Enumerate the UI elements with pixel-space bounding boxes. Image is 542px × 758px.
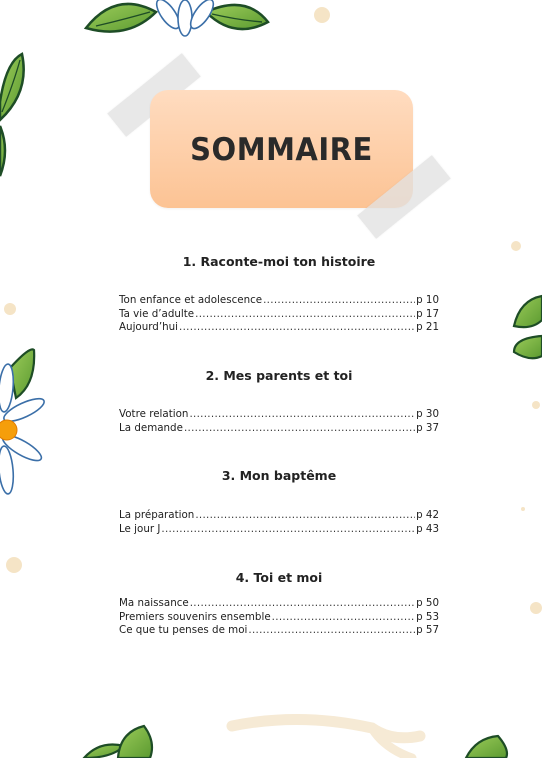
toc-entry[interactable]: [119, 408, 439, 422]
dot-leader: [184, 422, 415, 434]
swirl-decoration: [232, 719, 420, 737]
toc-entry[interactable]: [119, 308, 439, 322]
entry-label: Ma naissance: [119, 597, 189, 609]
toc-entry[interactable]: [119, 597, 439, 611]
section-heading: 2. Mes parents et toi: [205, 368, 353, 383]
right-leaf-icon: [514, 296, 542, 358]
entry-label: Ton enfance et adolescence: [119, 294, 263, 306]
toc-entries: [119, 509, 439, 536]
toc-entries: [119, 597, 439, 638]
toc-section: [119, 570, 439, 636]
section-heading: 3. Mon baptême: [221, 468, 337, 483]
entry-label: Le jour J: [119, 522, 161, 535]
left-daisy-icon: [0, 349, 47, 494]
dot-leader: [272, 611, 415, 623]
entry-label: Ta vie d’adulte: [119, 307, 195, 320]
dot-leader: [161, 523, 415, 535]
toc-entry[interactable]: [119, 523, 439, 537]
page-title: SOMMAIRE: [190, 130, 373, 168]
entry-label: Aujourd’hui: [119, 321, 179, 333]
entry-page: p 42: [416, 509, 439, 521]
entry-page: p 53: [416, 610, 439, 623]
dot-leader: [195, 509, 415, 521]
entry-page: p 43: [416, 522, 439, 535]
top-flower-icon: [86, 0, 268, 36]
title-box: [150, 90, 413, 208]
dot-leader: [263, 294, 415, 306]
toc-entry[interactable]: [119, 294, 439, 308]
entry-page: p 57: [416, 624, 439, 636]
entry-label: Votre relation: [119, 408, 189, 420]
entry-label: Ce que tu penses de moi: [119, 624, 248, 636]
dot-leader: [179, 321, 415, 333]
toc-section: [119, 254, 439, 333]
bottom-right-leaf-icon: [466, 736, 507, 758]
toc-entries: [119, 408, 439, 435]
section-heading: 4. Toi et moi: [235, 570, 323, 585]
entry-page: p 30: [416, 408, 439, 420]
toc-section: [119, 368, 439, 434]
bottom-left-leaf-icon: [84, 726, 152, 758]
dot-leader: [248, 624, 415, 636]
toc-entry[interactable]: [119, 509, 439, 523]
toc-entry[interactable]: [119, 422, 439, 436]
toc-entry[interactable]: [119, 611, 439, 625]
dot-leader: [195, 308, 415, 320]
entry-label: La demande: [119, 421, 183, 434]
entry-page: p 37: [416, 421, 439, 434]
toc-entry[interactable]: [119, 624, 439, 638]
left-leaf-icon: [0, 54, 24, 176]
toc-entries: [119, 294, 439, 335]
section-heading: 1. Raconte-moi ton histoire: [182, 254, 376, 269]
dot-leader: [189, 408, 415, 420]
dot-leader: [190, 597, 415, 609]
entry-page: p 10: [416, 294, 439, 306]
entry-page: p 50: [416, 597, 439, 609]
entry-page: p 17: [416, 307, 439, 320]
entry-label: Premiers souvenirs ensemble: [119, 610, 271, 623]
entry-page: p 21: [416, 321, 439, 333]
toc-section: [119, 468, 439, 535]
toc-entry[interactable]: [119, 321, 439, 335]
entry-label: La préparation: [119, 509, 195, 521]
